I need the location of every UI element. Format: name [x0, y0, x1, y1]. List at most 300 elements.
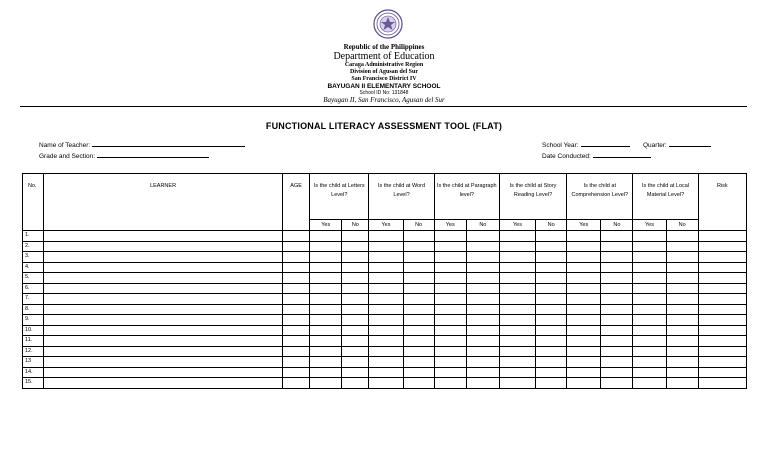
- table-cell[interactable]: [466, 283, 499, 294]
- table-cell[interactable]: [633, 273, 666, 284]
- table-cell[interactable]: [499, 252, 535, 263]
- row-number: 10.: [23, 325, 44, 336]
- school-address: Bayugan II, San Francisco, Agusan del Sur: [323, 96, 445, 104]
- table-cell[interactable]: [536, 346, 567, 357]
- table-cell[interactable]: [666, 336, 698, 347]
- table-cell[interactable]: [698, 252, 746, 263]
- table-cell[interactable]: [283, 325, 310, 336]
- teacher-label: Name of Teacher:: [39, 142, 91, 149]
- table-cell[interactable]: [633, 367, 666, 378]
- table-cell[interactable]: [403, 252, 434, 263]
- table-cell[interactable]: [369, 304, 403, 315]
- table-cell[interactable]: [536, 315, 567, 326]
- table-cell[interactable]: [666, 367, 698, 378]
- table-cell[interactable]: [567, 241, 601, 252]
- table-cell[interactable]: [698, 283, 746, 294]
- table-cell[interactable]: [434, 304, 466, 315]
- table-cell[interactable]: [499, 283, 535, 294]
- table-cell[interactable]: [434, 252, 466, 263]
- table-cell[interactable]: [601, 273, 633, 284]
- table-cell[interactable]: [499, 357, 535, 368]
- table-cell[interactable]: [698, 231, 746, 242]
- col-age-header: AGE: [283, 174, 310, 231]
- table-cell[interactable]: [283, 252, 310, 263]
- table-cell[interactable]: [44, 367, 283, 378]
- table-cell[interactable]: [536, 357, 567, 368]
- row-number: 13: [23, 357, 44, 368]
- table-cell[interactable]: [698, 241, 746, 252]
- table-cell[interactable]: [601, 241, 633, 252]
- table-cell[interactable]: [342, 336, 369, 347]
- table-cell[interactable]: [369, 262, 403, 273]
- table-cell[interactable]: [283, 231, 310, 242]
- teacher-input-line[interactable]: [92, 140, 245, 147]
- table-cell[interactable]: [434, 231, 466, 242]
- table-cell[interactable]: [466, 357, 499, 368]
- table-cell[interactable]: [369, 357, 403, 368]
- table-cell[interactable]: [434, 273, 466, 284]
- table-cell[interactable]: [403, 378, 434, 389]
- table-cell[interactable]: [310, 325, 342, 336]
- table-cell[interactable]: [536, 231, 567, 242]
- table-cell[interactable]: [499, 294, 535, 305]
- table-cell[interactable]: [567, 357, 601, 368]
- grade-section-input-line[interactable]: [97, 151, 209, 158]
- table-cell[interactable]: [434, 378, 466, 389]
- table-cell[interactable]: [633, 304, 666, 315]
- table-cell[interactable]: [342, 304, 369, 315]
- no-header: No: [536, 220, 567, 231]
- table-cell[interactable]: [403, 346, 434, 357]
- table-cell[interactable]: [567, 231, 601, 242]
- row-number: 1.: [23, 231, 44, 242]
- no-header: No: [466, 220, 499, 231]
- no-header: No: [601, 220, 633, 231]
- table-cell[interactable]: [633, 283, 666, 294]
- region-heading: Caraga Administrative Region: [344, 62, 424, 68]
- table-cell[interactable]: [633, 315, 666, 326]
- table-cell[interactable]: [310, 252, 342, 263]
- table-cell[interactable]: [369, 252, 403, 263]
- table-cell[interactable]: [536, 304, 567, 315]
- table-cell[interactable]: [666, 357, 698, 368]
- school-year-input-line[interactable]: [581, 140, 630, 147]
- table-cell[interactable]: [666, 378, 698, 389]
- table-cell[interactable]: [342, 325, 369, 336]
- table-cell[interactable]: [666, 273, 698, 284]
- row-number: 4.: [23, 262, 44, 273]
- table-row: [23, 325, 747, 336]
- table-cell[interactable]: [536, 336, 567, 347]
- table-cell[interactable]: [466, 325, 499, 336]
- table-cell[interactable]: [310, 294, 342, 305]
- row-number: 12.: [23, 346, 44, 357]
- yes-header: Yes: [310, 220, 342, 231]
- table-cell[interactable]: [601, 325, 633, 336]
- table-row: [23, 346, 747, 357]
- table-cell[interactable]: [698, 315, 746, 326]
- table-cell[interactable]: [342, 378, 369, 389]
- table-cell[interactable]: [601, 378, 633, 389]
- table-cell[interactable]: [666, 294, 698, 305]
- quarter-input-line[interactable]: [669, 140, 711, 147]
- table-cell[interactable]: [567, 346, 601, 357]
- row-number: 9.: [23, 315, 44, 326]
- table-cell[interactable]: [44, 241, 283, 252]
- table-cell[interactable]: [633, 346, 666, 357]
- republic-heading: Republic of the Philippines: [343, 43, 425, 51]
- table-row: [23, 252, 747, 263]
- table-cell[interactable]: [403, 336, 434, 347]
- table-cell[interactable]: [369, 241, 403, 252]
- table-cell[interactable]: [44, 283, 283, 294]
- table-cell[interactable]: [310, 378, 342, 389]
- table-cell[interactable]: [466, 346, 499, 357]
- table-cell[interactable]: [536, 367, 567, 378]
- table-cell[interactable]: [434, 283, 466, 294]
- table-cell[interactable]: [434, 241, 466, 252]
- table-cell[interactable]: [283, 357, 310, 368]
- table-cell[interactable]: [536, 294, 567, 305]
- grade-section-field[interactable]: [39, 151, 209, 160]
- table-cell[interactable]: [666, 315, 698, 326]
- table-cell[interactable]: [601, 346, 633, 357]
- table-cell[interactable]: [44, 315, 283, 326]
- table-cell[interactable]: [434, 367, 466, 378]
- table-cell[interactable]: [310, 262, 342, 273]
- table-cell[interactable]: [567, 262, 601, 273]
- table-cell[interactable]: [310, 283, 342, 294]
- table-cell[interactable]: [283, 378, 310, 389]
- table-cell[interactable]: [44, 231, 283, 242]
- table-cell[interactable]: [310, 336, 342, 347]
- table-cell[interactable]: [698, 325, 746, 336]
- table-cell[interactable]: [434, 325, 466, 336]
- table-cell[interactable]: [601, 252, 633, 263]
- table-cell[interactable]: [342, 357, 369, 368]
- table-cell[interactable]: [567, 273, 601, 284]
- table-cell[interactable]: [466, 378, 499, 389]
- table-cell[interactable]: [342, 294, 369, 305]
- table-cell[interactable]: [44, 273, 283, 284]
- district-heading: San Francisco District IV: [351, 76, 417, 82]
- table-row: [23, 315, 747, 326]
- table-cell[interactable]: [283, 241, 310, 252]
- table-cell[interactable]: [44, 378, 283, 389]
- table-cell[interactable]: [499, 346, 535, 357]
- table-cell[interactable]: [633, 378, 666, 389]
- date-conducted-input-line[interactable]: [593, 151, 651, 158]
- table-cell[interactable]: [666, 304, 698, 315]
- table-cell[interactable]: [283, 262, 310, 273]
- table-cell[interactable]: [567, 367, 601, 378]
- table-cell[interactable]: [434, 315, 466, 326]
- table-cell[interactable]: [601, 262, 633, 273]
- table-cell[interactable]: [369, 336, 403, 347]
- table-cell[interactable]: [601, 367, 633, 378]
- row-number: 3.: [23, 252, 44, 263]
- grade-section-label: Grade and Section:: [39, 153, 96, 160]
- table-cell[interactable]: [403, 283, 434, 294]
- table-cell[interactable]: [310, 367, 342, 378]
- table-cell[interactable]: [601, 315, 633, 326]
- table-cell[interactable]: [342, 273, 369, 284]
- table-body: [23, 231, 747, 389]
- school-year-field[interactable]: [542, 140, 630, 149]
- quarter-label: Quarter:: [643, 142, 667, 149]
- table-cell[interactable]: [403, 262, 434, 273]
- table-cell[interactable]: [434, 336, 466, 347]
- table-cell[interactable]: [342, 231, 369, 242]
- table-cell[interactable]: [666, 252, 698, 263]
- table-cell[interactable]: [403, 241, 434, 252]
- table-cell[interactable]: [698, 336, 746, 347]
- quarter-field[interactable]: [643, 140, 711, 149]
- table-cell[interactable]: [601, 304, 633, 315]
- school-id: School ID No: 131848: [359, 90, 409, 96]
- table-row: [23, 378, 747, 389]
- table-cell[interactable]: [403, 367, 434, 378]
- table-cell[interactable]: [499, 367, 535, 378]
- table-cell[interactable]: [283, 283, 310, 294]
- table-cell[interactable]: [666, 346, 698, 357]
- table-cell[interactable]: [499, 273, 535, 284]
- col-no-header: No.: [23, 174, 44, 231]
- yes-header: Yes: [434, 220, 466, 231]
- table-cell[interactable]: [601, 294, 633, 305]
- table-cell[interactable]: [499, 231, 535, 242]
- table-cell[interactable]: [536, 273, 567, 284]
- table-cell[interactable]: [369, 325, 403, 336]
- table-cell[interactable]: [536, 325, 567, 336]
- table-cell[interactable]: [342, 315, 369, 326]
- table-cell[interactable]: [567, 294, 601, 305]
- table-cell[interactable]: [666, 283, 698, 294]
- table-cell[interactable]: [536, 241, 567, 252]
- table-cell[interactable]: [369, 346, 403, 357]
- table-cell[interactable]: [369, 273, 403, 284]
- school-year-label: School Year:: [542, 142, 579, 149]
- row-number: 2.: [23, 241, 44, 252]
- no-header: No: [666, 220, 698, 231]
- table-cell[interactable]: [536, 378, 567, 389]
- table-cell[interactable]: [44, 346, 283, 357]
- row-number: 11.: [23, 336, 44, 347]
- department-heading: Department of Education: [333, 51, 435, 62]
- table-cell[interactable]: [283, 273, 310, 284]
- table-cell[interactable]: [633, 262, 666, 273]
- table-cell[interactable]: [403, 231, 434, 242]
- yes-header: Yes: [633, 220, 666, 231]
- table-cell[interactable]: [369, 283, 403, 294]
- table-cell[interactable]: [601, 357, 633, 368]
- table-cell[interactable]: [44, 294, 283, 305]
- table-cell[interactable]: [369, 231, 403, 242]
- row-number: 8.: [23, 304, 44, 315]
- table-cell[interactable]: [44, 357, 283, 368]
- no-header: No: [403, 220, 434, 231]
- table-cell[interactable]: [567, 325, 601, 336]
- date-conducted-label: Date Conducted:: [542, 153, 591, 160]
- table-cell[interactable]: [466, 315, 499, 326]
- table-cell[interactable]: [633, 231, 666, 242]
- table-row: [23, 283, 747, 294]
- table-cell[interactable]: [310, 346, 342, 357]
- table-cell[interactable]: [633, 336, 666, 347]
- table-cell[interactable]: [499, 315, 535, 326]
- table-cell[interactable]: [283, 294, 310, 305]
- table-cell[interactable]: [499, 241, 535, 252]
- table-cell[interactable]: [310, 241, 342, 252]
- table-cell[interactable]: [310, 231, 342, 242]
- table-cell[interactable]: [499, 325, 535, 336]
- table-cell[interactable]: [342, 367, 369, 378]
- table-cell[interactable]: [369, 378, 403, 389]
- table-cell[interactable]: [342, 252, 369, 263]
- table-cell[interactable]: [601, 283, 633, 294]
- table-cell[interactable]: [536, 262, 567, 273]
- school-name: BAYUGAN II ELEMENTARY SCHOOL: [327, 83, 441, 90]
- table-cell[interactable]: [44, 252, 283, 263]
- page-title: FUNCTIONAL LITERACY ASSESSMENT TOOL (FLAT): [265, 121, 503, 131]
- table-cell[interactable]: [466, 231, 499, 242]
- table-cell[interactable]: [567, 252, 601, 263]
- table-row: [23, 262, 747, 273]
- table-cell[interactable]: [499, 378, 535, 389]
- table-cell[interactable]: [434, 262, 466, 273]
- table-cell[interactable]: [466, 294, 499, 305]
- level-comprehension-header: Is the child at Comprehension Level?: [567, 174, 633, 220]
- table-cell[interactable]: [666, 325, 698, 336]
- table-cell[interactable]: [499, 262, 535, 273]
- table-cell[interactable]: [698, 367, 746, 378]
- header-divider: [20, 106, 747, 107]
- table-row: [23, 336, 747, 347]
- yes-header: Yes: [567, 220, 601, 231]
- table-cell[interactable]: [466, 273, 499, 284]
- table-cell[interactable]: [499, 336, 535, 347]
- table-cell[interactable]: [499, 304, 535, 315]
- table-cell[interactable]: [466, 252, 499, 263]
- table-cell[interactable]: [633, 294, 666, 305]
- table-cell[interactable]: [466, 241, 499, 252]
- table-cell[interactable]: [310, 273, 342, 284]
- deped-seal-icon: [373, 9, 403, 39]
- table-cell[interactable]: [369, 367, 403, 378]
- teacher-field[interactable]: [39, 140, 245, 149]
- table-cell[interactable]: [342, 262, 369, 273]
- row-number: 7.: [23, 294, 44, 305]
- table-cell[interactable]: [342, 283, 369, 294]
- table-cell[interactable]: [342, 346, 369, 357]
- table-cell[interactable]: [283, 346, 310, 357]
- table-cell[interactable]: [310, 315, 342, 326]
- table-cell[interactable]: [310, 304, 342, 315]
- table-cell[interactable]: [434, 346, 466, 357]
- table-cell[interactable]: [403, 357, 434, 368]
- table-cell[interactable]: [698, 304, 746, 315]
- table-cell[interactable]: [283, 367, 310, 378]
- table-cell[interactable]: [466, 367, 499, 378]
- table-row: [23, 294, 747, 305]
- table-cell[interactable]: [434, 357, 466, 368]
- table-cell[interactable]: [466, 336, 499, 347]
- table-cell[interactable]: [310, 357, 342, 368]
- table-cell[interactable]: [403, 325, 434, 336]
- table-cell[interactable]: [466, 304, 499, 315]
- table-cell[interactable]: [633, 241, 666, 252]
- table-cell[interactable]: [44, 336, 283, 347]
- table-cell[interactable]: [403, 273, 434, 284]
- table-cell[interactable]: [567, 378, 601, 389]
- table-cell[interactable]: [403, 304, 434, 315]
- table-cell[interactable]: [466, 262, 499, 273]
- table-cell[interactable]: [567, 283, 601, 294]
- table-cell[interactable]: [666, 241, 698, 252]
- table-row: [23, 304, 747, 315]
- table-cell[interactable]: [601, 231, 633, 242]
- table-cell[interactable]: [666, 231, 698, 242]
- table-cell[interactable]: [567, 315, 601, 326]
- table-cell[interactable]: [567, 336, 601, 347]
- table-cell[interactable]: [536, 252, 567, 263]
- table-row: [23, 357, 747, 368]
- yes-header: Yes: [369, 220, 403, 231]
- table-cell[interactable]: [536, 283, 567, 294]
- table-cell[interactable]: [342, 241, 369, 252]
- table-cell[interactable]: [403, 315, 434, 326]
- table-cell[interactable]: [698, 262, 746, 273]
- table-row: [23, 231, 747, 242]
- table-row: [23, 273, 747, 284]
- flat-table: [22, 173, 747, 389]
- table-cell[interactable]: [44, 325, 283, 336]
- table-cell[interactable]: [698, 294, 746, 305]
- table-cell[interactable]: [698, 346, 746, 357]
- level-letters-header: Is the child at Letters Level?: [310, 174, 369, 220]
- table-cell[interactable]: [633, 252, 666, 263]
- table-cell[interactable]: [403, 294, 434, 305]
- no-header: No: [342, 220, 369, 231]
- table-cell[interactable]: [633, 357, 666, 368]
- table-row: [23, 367, 747, 378]
- table-cell[interactable]: [369, 315, 403, 326]
- table-cell[interactable]: [666, 262, 698, 273]
- table-cell[interactable]: [698, 357, 746, 368]
- table-cell[interactable]: [434, 294, 466, 305]
- table-cell[interactable]: [44, 262, 283, 273]
- col-learner-header: LEARNER: [44, 174, 283, 231]
- table-cell[interactable]: [567, 304, 601, 315]
- table-cell[interactable]: [633, 325, 666, 336]
- table-cell[interactable]: [44, 304, 283, 315]
- table-cell[interactable]: [283, 315, 310, 326]
- division-heading: Division of Agusan del Sur: [349, 69, 419, 75]
- level-paragraph-header: Is the child at Paragraph level?: [434, 174, 499, 220]
- table-cell[interactable]: [283, 304, 310, 315]
- row-number: 6.: [23, 283, 44, 294]
- table-cell[interactable]: [698, 273, 746, 284]
- table-cell[interactable]: [283, 336, 310, 347]
- date-conducted-field[interactable]: [542, 151, 651, 160]
- row-number: 15.: [23, 378, 44, 389]
- table-cell[interactable]: [698, 378, 746, 389]
- level-word-header: Is the child at Word Level?: [369, 174, 434, 220]
- table-cell[interactable]: [601, 336, 633, 347]
- yes-header: Yes: [499, 220, 535, 231]
- row-number: 14.: [23, 367, 44, 378]
- table-cell[interactable]: [369, 294, 403, 305]
